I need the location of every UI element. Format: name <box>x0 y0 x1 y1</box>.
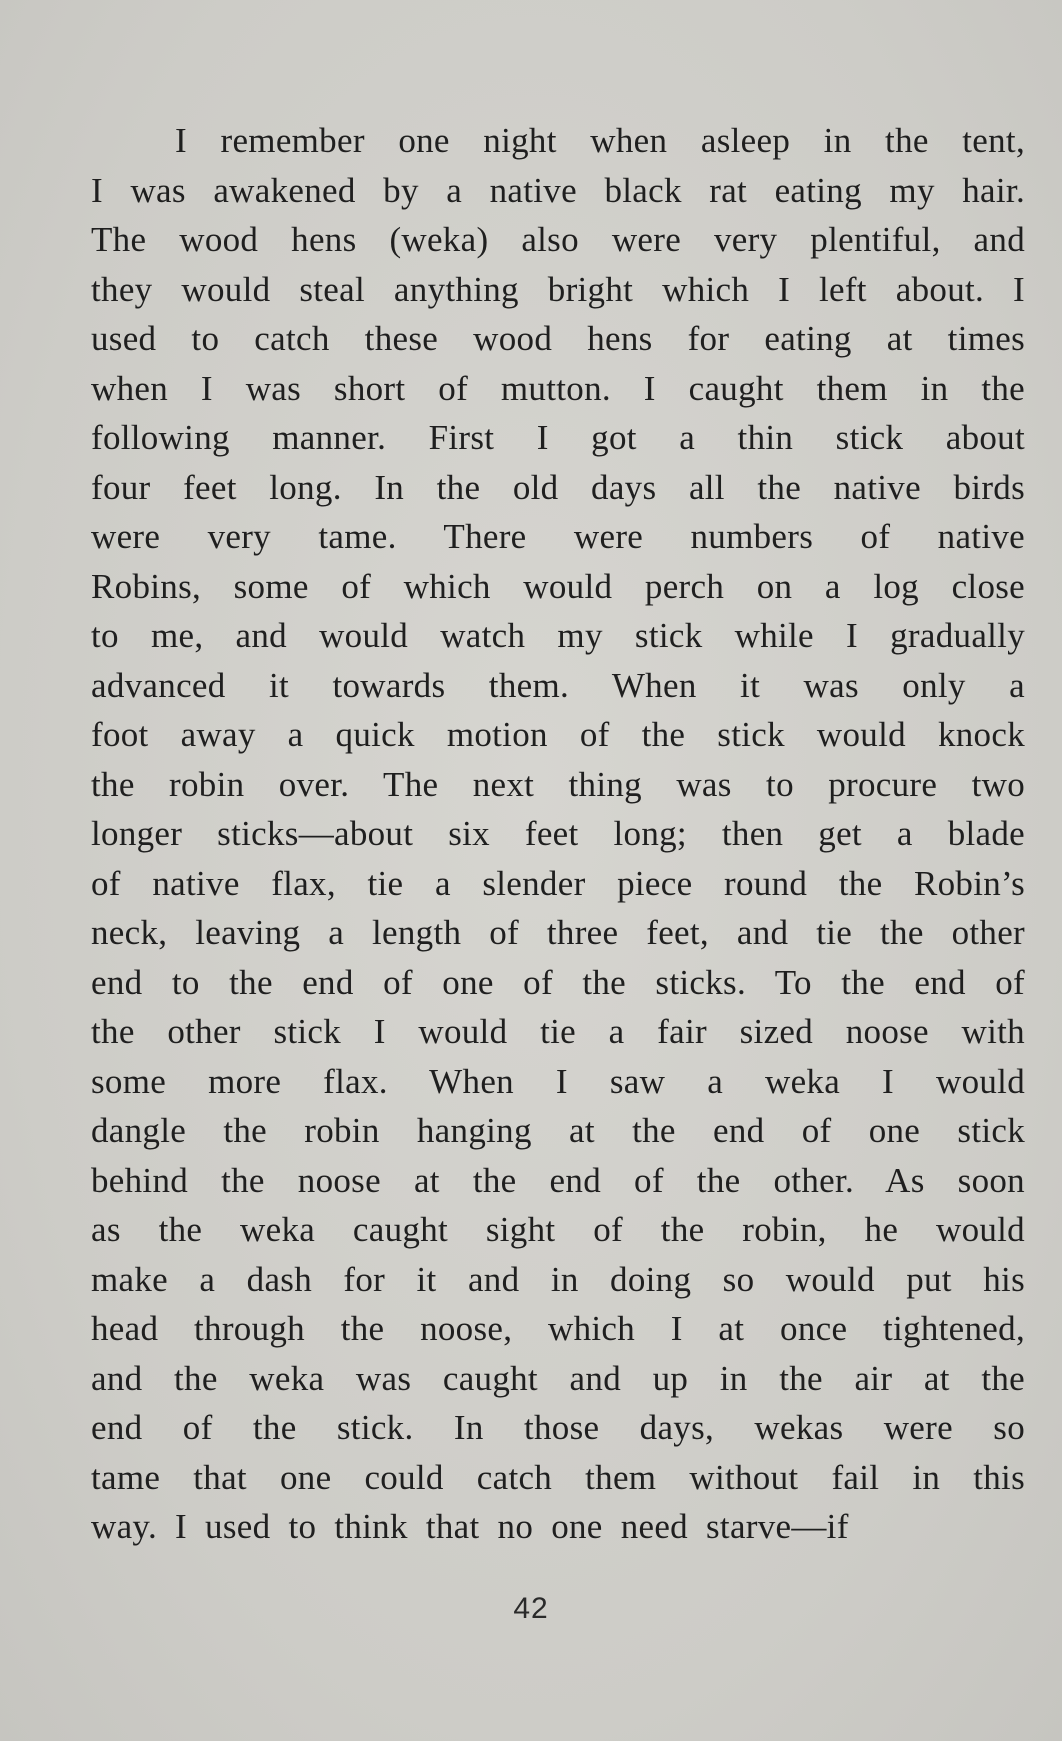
text-line: make a dash for it and in doing so would put his <box>91 1259 1025 1299</box>
text-line: following manner. First I got a thin stick about <box>91 418 1025 457</box>
text-line: as the weka caught sight of the robin, he would <box>91 1210 1025 1249</box>
text-line: when I was short of mutton. I caught them in the <box>91 368 1025 408</box>
text-line: foot away a quick motion of the stick would knock <box>91 715 1025 754</box>
text-line: end to the end of one of the sticks. To the end of <box>91 962 1025 1002</box>
text-line: neck, leaving a length of three feet, and tie the other <box>91 913 1025 952</box>
text-line: the other stick I would tie a fair sized noose with <box>91 1012 1025 1051</box>
text-line: advanced it towards them. When it was only a <box>91 665 1025 705</box>
text-line: some more flax. When I saw a weka I would <box>91 1061 1025 1101</box>
text-line: used to catch these wood hens for eating at times <box>91 319 1025 358</box>
body-text <box>91 116 1025 1552</box>
text-line: end of the stick. In those days, wekas were so <box>91 1408 1025 1447</box>
page-number: 42 <box>513 1592 549 1625</box>
text-line: dangle the robin hanging at the end of one stick <box>91 1111 1025 1150</box>
text-line: and the weka was caught and up in the air at the <box>91 1358 1025 1398</box>
text-line: Robins, some of which would perch on a log close <box>91 566 1025 606</box>
text-line: of native flax, tie a slender piece round the Robin’s <box>91 863 1025 903</box>
text-line: tame that one could catch them without fail in this <box>91 1457 1025 1497</box>
text-line: way. I used to think that no one need starve—if <box>91 1507 849 1546</box>
text-line: behind the noose at the end of the other. As soon <box>91 1160 1025 1200</box>
text-line: were very tame. There were numbers of native <box>91 517 1025 556</box>
text-line: I remember one night when asleep in the tent, <box>175 121 1025 160</box>
text-line: to me, and would watch my stick while I gradually <box>91 616 1025 655</box>
text-line: The wood hens (weka) also were very plentiful, and <box>91 220 1025 259</box>
text-line: four feet long. In the old days all the native birds <box>91 467 1025 507</box>
text-line: longer sticks—about six feet long; then get a blade <box>91 814 1025 853</box>
text-line: the robin over. The next thing was to procure two <box>91 764 1025 804</box>
text-line: they would steal anything bright which I left about. I <box>91 269 1025 309</box>
text-line: head through the noose, which I at once tightened, <box>91 1309 1025 1348</box>
text-line: I was awakened by a native black rat eating my hair. <box>91 170 1025 210</box>
